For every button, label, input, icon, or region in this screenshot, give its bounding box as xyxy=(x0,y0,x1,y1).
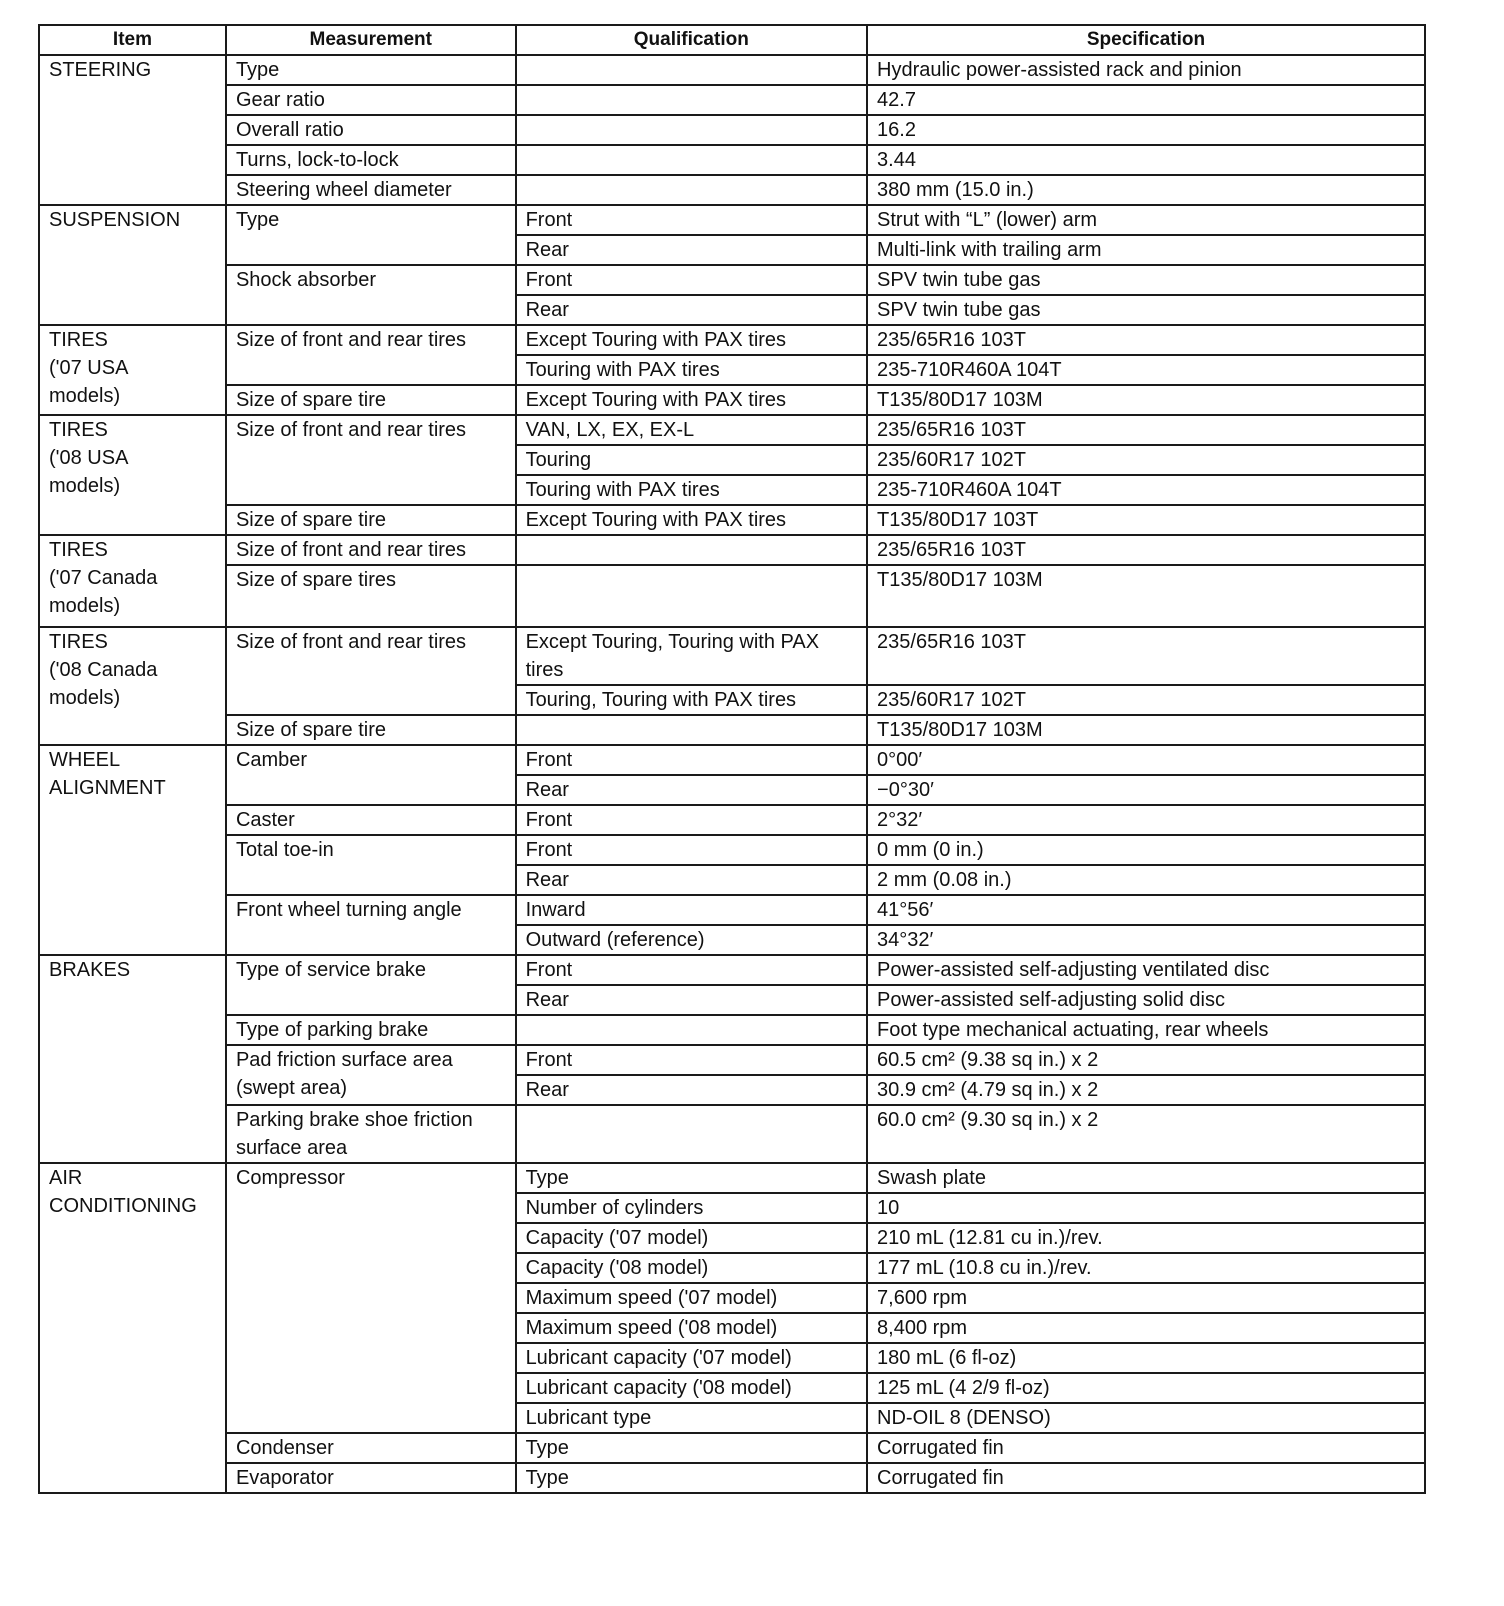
measurement-cell: Turns, lock-to-lock xyxy=(226,145,516,175)
table-row xyxy=(39,85,1425,115)
header-qualification: Qualification xyxy=(516,25,867,55)
measurement-cell: Size of front and rear tires xyxy=(226,535,516,565)
qualification-cell: Inward xyxy=(516,895,867,925)
qualification-cell xyxy=(516,55,867,85)
specification-cell: SPV twin tube gas xyxy=(867,265,1425,295)
qualification-cell: Front xyxy=(516,265,867,295)
table-row xyxy=(39,895,1425,925)
qualification-cell: Front xyxy=(516,745,867,775)
table-row xyxy=(39,175,1425,205)
measurement-cell: Evaporator xyxy=(226,1463,516,1493)
measurement-cell: Type of service brake xyxy=(226,955,516,1015)
qualification-cell: Maximum speed ('08 model) xyxy=(516,1313,867,1343)
specification-cell: 210 mL (12.81 cu in.)/rev. xyxy=(867,1223,1425,1253)
header-measurement: Measurement xyxy=(226,25,516,55)
specification-cell: 60.5 cm² (9.38 sq in.) x 2 xyxy=(867,1045,1425,1075)
table-row xyxy=(39,205,1425,235)
qualification-cell: Lubricant type xyxy=(516,1403,867,1433)
measurement-cell: Size of spare tire xyxy=(226,715,516,745)
qualification-cell: Except Touring, Touring with PAX tires xyxy=(516,627,867,685)
table-row xyxy=(39,745,1425,775)
qualification-cell xyxy=(516,145,867,175)
table-row xyxy=(39,1433,1425,1463)
measurement-cell: Type xyxy=(226,55,516,85)
qualification-cell: VAN, LX, EX, EX-L xyxy=(516,415,867,445)
item-tires-08-canada: TIRES ('08 Canada models) xyxy=(39,627,226,745)
qualification-cell: Rear xyxy=(516,985,867,1015)
table-row xyxy=(39,535,1425,565)
specification-cell: T135/80D17 103M xyxy=(867,715,1425,745)
specification-cell: Corrugated fin xyxy=(867,1463,1425,1493)
qualification-cell: Touring with PAX tires xyxy=(516,475,867,505)
specification-cell: 235/65R16 103T xyxy=(867,627,1425,685)
specification-cell: 34°32′ xyxy=(867,925,1425,955)
specification-cell: 7,600 rpm xyxy=(867,1283,1425,1313)
specification-cell: Strut with “L” (lower) arm xyxy=(867,205,1425,235)
qualification-cell xyxy=(516,115,867,145)
measurement-cell: Shock absorber xyxy=(226,265,516,325)
measurement-cell: Size of spare tire xyxy=(226,385,516,415)
measurement-cell: Type of parking brake xyxy=(226,1015,516,1045)
table-row xyxy=(39,385,1425,415)
specification-cell: 41°56′ xyxy=(867,895,1425,925)
qualification-cell: Rear xyxy=(516,865,867,895)
table-row xyxy=(39,565,1425,627)
specification-cell: Corrugated fin xyxy=(867,1433,1425,1463)
header-item: Item xyxy=(39,25,226,55)
measurement-cell: Total toe-in xyxy=(226,835,516,895)
specification-cell: 3.44 xyxy=(867,145,1425,175)
table-row xyxy=(39,955,1425,985)
measurement-cell: Compressor xyxy=(226,1163,516,1433)
qualification-cell: Front xyxy=(516,205,867,235)
specification-cell: T135/80D17 103T xyxy=(867,505,1425,535)
specification-cell: Power-assisted self-adjusting solid disc xyxy=(867,985,1425,1015)
qualification-cell xyxy=(516,85,867,115)
qualification-cell: Except Touring with PAX tires xyxy=(516,505,867,535)
measurement-cell: Condenser xyxy=(226,1433,516,1463)
specification-cell: 235/60R17 102T xyxy=(867,445,1425,475)
specification-cell: SPV twin tube gas xyxy=(867,295,1425,325)
specification-cell: 10 xyxy=(867,1193,1425,1223)
item-tires-07-canada: TIRES ('07 Canada models) xyxy=(39,535,226,627)
measurement-cell: Size of front and rear tires xyxy=(226,415,516,505)
measurement-cell: Size of front and rear tires xyxy=(226,627,516,715)
item-brakes: BRAKES xyxy=(39,955,226,1163)
specifications-table xyxy=(38,24,1426,1494)
qualification-cell xyxy=(516,1015,867,1045)
qualification-cell: Type xyxy=(516,1433,867,1463)
item-suspension: SUSPENSION xyxy=(39,205,226,325)
measurement-cell: Overall ratio xyxy=(226,115,516,145)
item-steering: STEERING xyxy=(39,55,226,205)
specification-cell: 16.2 xyxy=(867,115,1425,145)
table-row xyxy=(39,715,1425,745)
measurement-cell: Pad friction surface area (swept area) xyxy=(226,1045,516,1105)
specification-cell: T135/80D17 103M xyxy=(867,385,1425,415)
table-row xyxy=(39,1463,1425,1493)
qualification-cell: Except Touring with PAX tires xyxy=(516,325,867,355)
measurement-cell: Parking brake shoe friction surface area xyxy=(226,1105,516,1163)
qualification-cell xyxy=(516,535,867,565)
table-row xyxy=(39,325,1425,355)
qualification-cell xyxy=(516,715,867,745)
specification-cell: 125 mL (4 2/9 fl-oz) xyxy=(867,1373,1425,1403)
table-row xyxy=(39,835,1425,865)
table-row xyxy=(39,415,1425,445)
table-row xyxy=(39,627,1425,685)
qualification-cell: Front xyxy=(516,835,867,865)
item-tires-08-usa: TIRES ('08 USA models) xyxy=(39,415,226,535)
specification-cell: 235/60R17 102T xyxy=(867,685,1425,715)
qualification-cell: Front xyxy=(516,955,867,985)
measurement-cell: Caster xyxy=(226,805,516,835)
qualification-cell: Rear xyxy=(516,235,867,265)
qualification-cell: Lubricant capacity ('08 model) xyxy=(516,1373,867,1403)
table-row xyxy=(39,1105,1425,1163)
item-tires-07-usa: TIRES ('07 USA models) xyxy=(39,325,226,415)
measurement-cell: Size of spare tire xyxy=(226,505,516,535)
qualification-cell: Lubricant capacity ('07 model) xyxy=(516,1343,867,1373)
specification-cell: Swash plate xyxy=(867,1163,1425,1193)
qualification-cell: Rear xyxy=(516,1075,867,1105)
table-row xyxy=(39,55,1425,85)
specification-cell: T135/80D17 103M xyxy=(867,565,1425,627)
header-specification: Specification xyxy=(867,25,1425,55)
qualification-cell: Touring with PAX tires xyxy=(516,355,867,385)
specification-cell: Foot type mechanical actuating, rear wheels xyxy=(867,1015,1425,1045)
measurement-cell: Gear ratio xyxy=(226,85,516,115)
qualification-cell: Front xyxy=(516,805,867,835)
item-air-conditioning: AIR CONDITIONING xyxy=(39,1163,226,1493)
table-row xyxy=(39,1163,1425,1193)
specification-cell: ND-OIL 8 (DENSO) xyxy=(867,1403,1425,1433)
specification-cell: 380 mm (15.0 in.) xyxy=(867,175,1425,205)
specification-cell: 42.7 xyxy=(867,85,1425,115)
specification-cell: 30.9 cm² (4.79 sq in.) x 2 xyxy=(867,1075,1425,1105)
measurement-cell: Type xyxy=(226,205,516,265)
specification-cell: −0°30′ xyxy=(867,775,1425,805)
qualification-cell: Capacity ('07 model) xyxy=(516,1223,867,1253)
item-wheel-alignment: WHEEL ALIGNMENT xyxy=(39,745,226,955)
table-row xyxy=(39,115,1425,145)
qualification-cell: Touring xyxy=(516,445,867,475)
qualification-cell: Maximum speed ('07 model) xyxy=(516,1283,867,1313)
qualification-cell: Except Touring with PAX tires xyxy=(516,385,867,415)
specification-cell: 2 mm (0.08 in.) xyxy=(867,865,1425,895)
specification-cell: Multi-link with trailing arm xyxy=(867,235,1425,265)
qualification-cell: Front xyxy=(516,1045,867,1075)
qualification-cell: Rear xyxy=(516,295,867,325)
table-row xyxy=(39,145,1425,175)
specification-cell: 60.0 cm² (9.30 sq in.) x 2 xyxy=(867,1105,1425,1163)
measurement-cell: Size of spare tires xyxy=(226,565,516,627)
table-row xyxy=(39,1045,1425,1075)
specification-cell: 0 mm (0 in.) xyxy=(867,835,1425,865)
qualification-cell xyxy=(516,1105,867,1163)
table-row xyxy=(39,805,1425,835)
specification-cell: 235-710R460A 104T xyxy=(867,355,1425,385)
table-row xyxy=(39,265,1425,295)
qualification-cell: Capacity ('08 model) xyxy=(516,1253,867,1283)
measurement-cell: Size of front and rear tires xyxy=(226,325,516,385)
qualification-cell xyxy=(516,565,867,627)
specification-cell: 8,400 rpm xyxy=(867,1313,1425,1343)
specification-cell: 177 mL (10.8 cu in.)/rev. xyxy=(867,1253,1425,1283)
specification-cell: Power-assisted self-adjusting ventilated disc xyxy=(867,955,1425,985)
specification-cell: 180 mL (6 fl-oz) xyxy=(867,1343,1425,1373)
qualification-cell: Rear xyxy=(516,775,867,805)
measurement-cell: Front wheel turning angle xyxy=(226,895,516,955)
specification-cell: 235-710R460A 104T xyxy=(867,475,1425,505)
qualification-cell: Type xyxy=(516,1463,867,1493)
qualification-cell: Number of cylinders xyxy=(516,1193,867,1223)
specification-cell: 235/65R16 103T xyxy=(867,325,1425,355)
table-row xyxy=(39,505,1425,535)
specification-cell: 2°32′ xyxy=(867,805,1425,835)
specification-cell: 235/65R16 103T xyxy=(867,535,1425,565)
table-row xyxy=(39,1015,1425,1045)
specification-cell: Hydraulic power-assisted rack and pinion xyxy=(867,55,1425,85)
measurement-cell: Steering wheel diameter xyxy=(226,175,516,205)
specification-cell: 235/65R16 103T xyxy=(867,415,1425,445)
qualification-cell: Outward (reference) xyxy=(516,925,867,955)
measurement-cell: Camber xyxy=(226,745,516,805)
qualification-cell: Type xyxy=(516,1163,867,1193)
specification-cell: 0°00′ xyxy=(867,745,1425,775)
qualification-cell xyxy=(516,175,867,205)
qualification-cell: Touring, Touring with PAX tires xyxy=(516,685,867,715)
header-row xyxy=(39,25,1425,55)
